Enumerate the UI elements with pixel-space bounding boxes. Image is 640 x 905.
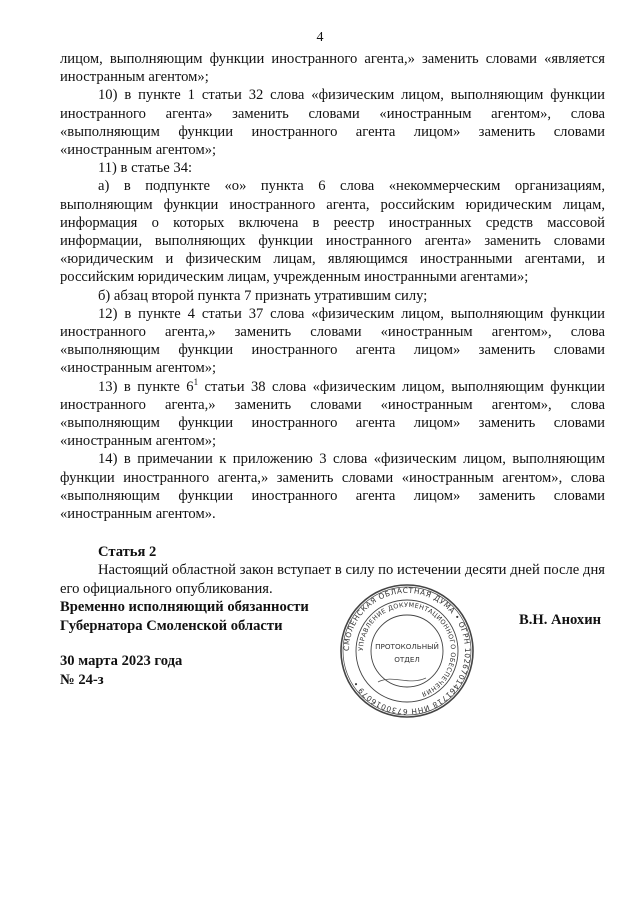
paragraph-continuation: лицом, выполняющим функции иностранного агента,» заменить словами «является иностранным агентом»; bbox=[60, 51, 605, 86]
official-round-stamp bbox=[338, 582, 476, 720]
signatory-title-line1: Временно исполняющий обязанности bbox=[60, 599, 309, 615]
paragraph-item-12: 12) в пункте 4 статьи 37 слова «физическим лицом, выполняющим функции иностранного агента,» заменить словами «иностранным агентом», слова «выполняющим функции иностранного агента лицом» заменить словами «иностранным агентом»; bbox=[60, 305, 605, 377]
signatory-title-line2: Губернатора Смоленской области bbox=[60, 618, 283, 634]
document-number: № 24-з bbox=[60, 672, 104, 688]
superscript-index: 1 bbox=[193, 376, 199, 387]
signatory-title bbox=[60, 598, 309, 636]
page-number: 4 bbox=[316, 30, 324, 45]
document-date: 30 марта 2023 года bbox=[60, 653, 183, 669]
paragraph-item-11b: б) абзац второй пункта 7 признать утратившим силу; bbox=[98, 287, 428, 304]
article-2-heading: Статья 2 bbox=[98, 544, 157, 561]
date-and-number bbox=[60, 652, 182, 690]
stamp-inner-ring-text: УПРАВЛЕНИЕ ДОКУМЕНТАЦИОННОГО ОБЕСПЕЧЕНИЯ bbox=[356, 600, 458, 699]
signatory-name: В.Н. Анохин bbox=[519, 612, 602, 628]
article-2-text: Настоящий областной закон вступает в силу по истечении десяти дней после дня его официального опубликования. bbox=[60, 562, 605, 597]
paragraph-item-13-prefix: 13) в пункте 6 bbox=[98, 378, 194, 395]
document-body bbox=[60, 50, 605, 598]
stamp-center-line1: ПРОТОКОЛЬНЫЙ bbox=[375, 642, 439, 651]
paragraph-item-11a: а) в подпункте «о» пункта 6 слова «некоммерческим организациям, выполняющим функции иностранного агента, российским юридическим лицам, информация о которых включена в реестр иностранных средств массовой информации, выполняющих функции иностранного агента» заменить словами «юридическим и физическим лицам, являющимся иностранными агентами, и российским юридическим лицам, учрежденным иностранными агентами»; bbox=[60, 178, 605, 286]
stamp-outer-ring-text: СМОЛЕНСКАЯ ОБЛАСТНАЯ ДУМА • ОГРН 1026701461718 ИНН 6730016079 • bbox=[341, 585, 473, 717]
stamp-center-line2: ОТДЕЛ bbox=[394, 655, 420, 664]
paragraph-item-10: 10) в пункте 1 статьи 32 слова «физическим лицом, выполняющим функции иностранного агента» заменить словами «иностранным агентом», слова «выполняющим функции иностранного агента лицом» заменить словами «иностранным агентом»; bbox=[60, 87, 605, 159]
paragraph-item-13-rest: статьи 38 слова «физическим лицом, выполняющим функции иностранного агента,» заменить словами «иностранным агентом», слова «выполняющим функции иностранного агента лицом» заменить словами «иностранным агентом»; bbox=[60, 378, 605, 450]
paragraph-item-13 bbox=[60, 378, 605, 451]
paragraph-item-14: 14) в примечании к приложению 3 слова «физическим лицом, выполняющим функции иностранного агента,» заменить словами «иностранным агентом», слова «выполняющим функции иностранного агента лицом» заменить словами «иностранным агентом». bbox=[60, 451, 605, 523]
paragraph-item-11: 11) в статье 34: bbox=[98, 160, 193, 177]
